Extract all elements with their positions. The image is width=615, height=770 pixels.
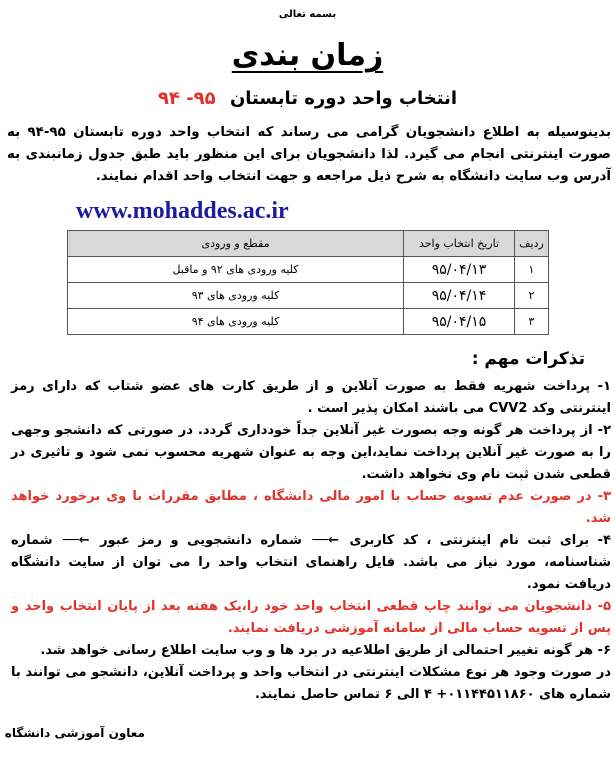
row-date: ۹۵/۰۴/۱۵ <box>404 309 515 335</box>
note-item: ۶- هر گونه تغییر احتمالی از طریق اطلاعیه در برد ها و وب سایت اطلاع رسانی خواهد شد. <box>40 643 611 658</box>
row-group: کلیه ورودی های ۹۳ <box>68 283 404 309</box>
page-title-wrap <box>0 38 615 73</box>
header-row-number: ردیف <box>515 231 549 257</box>
note4-part-a: ۴- برای ثبت نام اینترنتی ، کد کاربری <box>349 533 612 548</box>
page-subtitle <box>0 88 615 109</box>
table-header-row <box>68 231 549 257</box>
header-date: تاریخ انتخاب واحد <box>404 231 515 257</box>
schedule-table <box>67 230 549 335</box>
website-link[interactable]: www.mohaddes.ac.ir <box>76 198 289 224</box>
intro-paragraph: بدینوسیله به اطلاع دانشجویان گرامی می رساند که انتخاب واحد دوره تابستان ۹۵-۹۴ به صورت اینترنتی انجام می گیرد. لذا دانشجویان برای این منظور باید طبق جدول زمانبندی به آدرس وب سایت دانشگاه به شرح ذیل مراجعه و جهت انتخاب واحد اقدام نمایند. <box>7 125 611 184</box>
subtitle-text: انتخاب واحد دوره تابستان <box>229 88 458 109</box>
row-group: کلیه ورودی های ۹۴ <box>68 309 404 335</box>
table-row <box>68 283 549 309</box>
row-number: ۲ <box>515 283 549 309</box>
row-number: ۳ <box>515 309 549 335</box>
table-row <box>68 257 549 283</box>
header-group: مقطع و ورودی <box>68 231 404 257</box>
note4-part-c: شماره شناسنامه، مورد نیاز می باشد. فایل راهنمای انتخاب واحد را می توان از سایت دانشگاه دریافت نمود. <box>11 533 611 592</box>
arrow-left-icon: ←── <box>63 533 90 548</box>
note-item: ۲- از پرداخت هر گونه وجه بصورت غیر آنلاین جداً خودداری گردد. در صورتی که دانشجو وجهی را به صورت غیر آنلاین پرداخت نماید،این وجه به عنوان شهریه محسوب نمی شود و تاثیری در قطعی شدن ثبت نام وی نخواهد داشت. <box>11 423 611 482</box>
table-row <box>68 309 549 335</box>
row-number: ۱ <box>515 257 549 283</box>
row-group: کلیه ورودی های ۹۲ و ماقبل <box>68 257 404 283</box>
note-item: در صورت وجود هر نوع مشکلات اینترنتی در انتخاب واحد و پرداخت آنلاین، دانشجو می توانند با شماره های ۰۱۱۴۴۵۱۱۸۶۰+ ۴ الی ۶ تماس حاصل نمایند. <box>11 665 611 702</box>
note-item <box>11 530 611 596</box>
page-title: زمان بندی <box>231 38 384 73</box>
notes-heading: تذکرات مهم : <box>471 349 585 369</box>
basmala: بسمه تعالی <box>278 9 337 20</box>
note-item-warning: ۵- دانشجویان می توانند چاپ قطعی انتخاب واحد خود را،یک هفته بعد از پایان انتخاب واحد و پس از تسویه حساب مالی از سامانه آموزشی دریافت نمایند. <box>11 599 611 636</box>
note4-part-b: شماره دانشجویی و رمز عبور <box>100 533 302 548</box>
signature: معاون آموزشی دانشگاه <box>4 726 145 740</box>
notes-list <box>11 376 611 706</box>
row-date: ۹۵/۰۴/۱۳ <box>404 257 515 283</box>
subtitle-years: ۹۵- ۹۴ <box>157 88 216 109</box>
row-date: ۹۵/۰۴/۱۴ <box>404 283 515 309</box>
arrow-left-icon: ←── <box>312 533 339 548</box>
note-item: ۱- پرداخت شهریه فقط به صورت آنلاین و از طریق کارت های عضو شتاب که دارای رمز اینترنتی وکد CVV2 می باشند امکان پذیر است . <box>11 379 611 416</box>
note-item-warning: ۳- در صورت عدم تسویه حساب با امور مالی دانشگاه ، مطابق مقررات با وی برخورد خواهد شد. <box>11 489 611 526</box>
